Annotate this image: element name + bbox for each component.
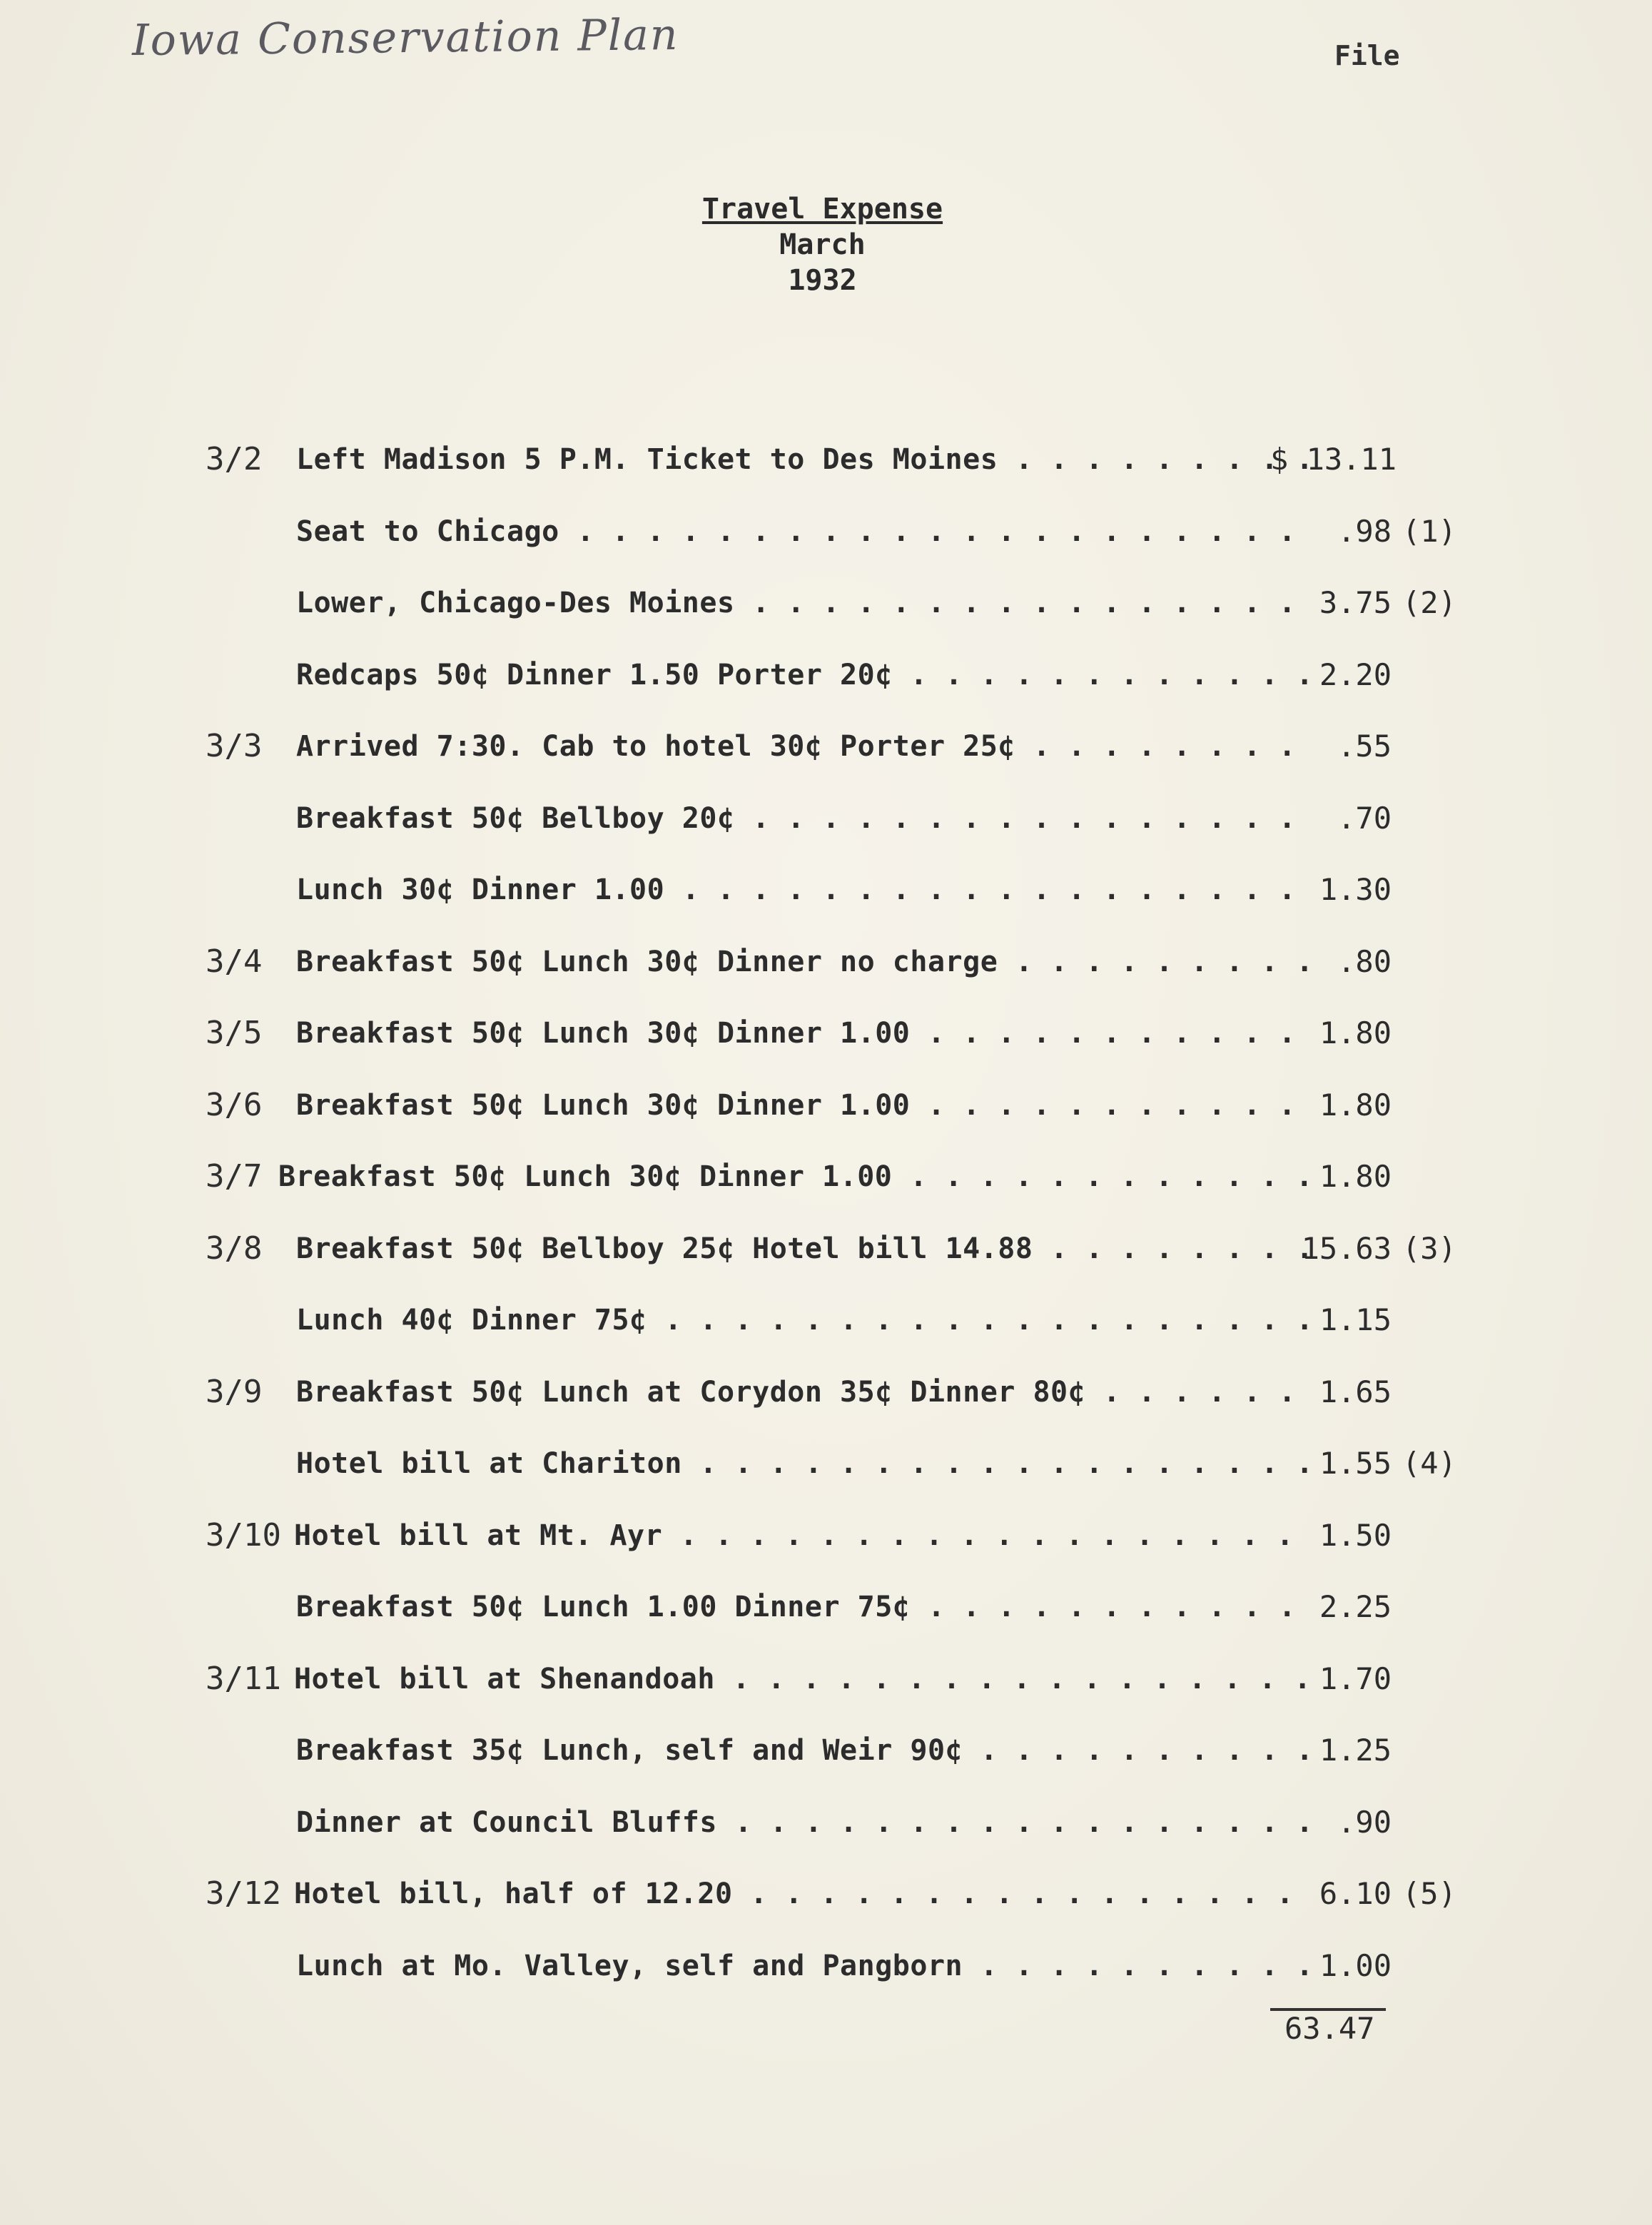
expense-date: 3/12 bbox=[206, 1875, 281, 1912]
expense-description: Breakfast 50¢ Bellboy 20¢ . . . bbox=[296, 797, 1317, 840]
expense-row bbox=[0, 510, 1652, 553]
expense-note: (3) bbox=[1402, 1231, 1456, 1266]
expense-description: Dinner at Council Bluffs . . . bbox=[296, 1801, 1317, 1844]
expense-description: Hotel bill, half of 12.20 . . . bbox=[294, 1872, 1317, 1915]
expense-amount: $ 13.11 bbox=[1270, 442, 1397, 477]
expense-row bbox=[0, 1227, 1652, 1270]
expense-amount: 1.25 bbox=[1319, 1733, 1392, 1768]
expense-row bbox=[0, 1872, 1652, 1915]
expense-note: (2) bbox=[1402, 585, 1456, 620]
expense-amount: 2.25 bbox=[1319, 1589, 1392, 1624]
expense-description: Breakfast 50¢ Lunch at Corydon 35¢ Dinner 80¢ . . . bbox=[296, 1371, 1317, 1414]
expense-amount: .55 bbox=[1337, 729, 1392, 764]
expense-amount: 1.00 bbox=[1319, 1948, 1392, 1983]
expense-row bbox=[0, 582, 1652, 624]
handwritten-note: Iowa Conservation Plan bbox=[131, 9, 679, 66]
expense-row bbox=[0, 1371, 1652, 1414]
expense-description: Redcaps 50¢ Dinner 1.50 Porter 20¢ . . . bbox=[296, 654, 1317, 696]
expense-row bbox=[0, 1945, 1652, 1987]
expense-amount: 6.10 bbox=[1319, 1876, 1392, 1911]
expense-date: 3/11 bbox=[206, 1661, 281, 1697]
expense-date: 3/4 bbox=[206, 943, 263, 980]
expense-row bbox=[0, 1729, 1652, 1772]
expense-note: (5) bbox=[1402, 1876, 1456, 1911]
expense-amount: 1.80 bbox=[1319, 1088, 1392, 1122]
expense-date: 3/3 bbox=[206, 728, 263, 764]
expense-date: 3/5 bbox=[206, 1015, 263, 1051]
expense-row bbox=[0, 1442, 1652, 1485]
expense-row bbox=[0, 725, 1652, 768]
expense-description: Breakfast 50¢ Lunch 30¢ Dinner no charge . . . bbox=[296, 941, 1317, 983]
expense-description: Lower, Chicago-Des Moines . . . bbox=[296, 582, 1317, 624]
expense-description: Breakfast 50¢ Lunch 30¢ Dinner 1.00 . . . bbox=[296, 1012, 1317, 1055]
expense-amount: 1.15 bbox=[1319, 1302, 1392, 1337]
expense-row bbox=[0, 654, 1652, 696]
expense-date: 3/6 bbox=[206, 1087, 263, 1123]
expense-description: Left Madison 5 P.M. Ticket to Des Moines . . . bbox=[296, 438, 1317, 481]
expense-amount: 3.75 bbox=[1319, 585, 1392, 620]
expense-row bbox=[0, 868, 1652, 911]
expense-amount: 1.70 bbox=[1319, 1661, 1392, 1696]
expense-date: 3/7 bbox=[206, 1158, 263, 1195]
expense-amount: .80 bbox=[1337, 944, 1392, 979]
document-year: 1932 bbox=[788, 264, 857, 297]
expense-row bbox=[0, 797, 1652, 840]
expense-row bbox=[0, 941, 1652, 983]
expense-amount: .70 bbox=[1337, 801, 1392, 836]
expense-amount: 1.30 bbox=[1319, 872, 1392, 907]
expense-amount: 1.50 bbox=[1319, 1518, 1392, 1553]
expense-amount: 1.65 bbox=[1319, 1374, 1392, 1409]
expense-date: 3/9 bbox=[206, 1374, 263, 1410]
expense-row bbox=[0, 1084, 1652, 1127]
expense-description: Breakfast 50¢ Lunch 1.00 Dinner 75¢ . . . bbox=[296, 1586, 1317, 1628]
expense-date: 3/8 bbox=[206, 1230, 263, 1267]
expense-amount: 1.80 bbox=[1319, 1015, 1392, 1050]
expense-amount: 15.63 bbox=[1301, 1231, 1392, 1266]
expense-row bbox=[0, 1012, 1652, 1055]
expense-row bbox=[0, 1658, 1652, 1701]
expense-description: Hotel bill at Mt. Ayr . . . bbox=[294, 1514, 1317, 1557]
expense-amount: 1.55 bbox=[1319, 1446, 1392, 1481]
expense-amount: .98 bbox=[1337, 514, 1392, 549]
expense-description: Breakfast 35¢ Lunch, self and Weir 90¢ . . . bbox=[296, 1729, 1317, 1772]
expense-description: Hotel bill at Chariton . . . bbox=[296, 1442, 1317, 1485]
expense-description: Breakfast 50¢ Lunch 30¢ Dinner 1.00 . . . bbox=[296, 1084, 1317, 1127]
expense-date: 3/10 bbox=[206, 1517, 281, 1554]
expense-row bbox=[0, 1514, 1652, 1557]
expense-amount: .90 bbox=[1337, 1805, 1392, 1840]
expense-row bbox=[0, 1586, 1652, 1628]
expense-row bbox=[0, 1299, 1652, 1342]
file-label: File bbox=[1334, 40, 1400, 71]
document-title: Travel Expense bbox=[701, 193, 943, 225]
expense-description: Lunch at Mo. Valley, self and Pangborn . . . bbox=[296, 1945, 1317, 1987]
expense-description: Arrived 7:30. Cab to hotel 30¢ Porter 25¢ . . . bbox=[296, 725, 1317, 768]
expense-row bbox=[0, 438, 1652, 481]
expense-note: (4) bbox=[1402, 1446, 1456, 1481]
total-amount: 63.47 bbox=[1284, 2011, 1375, 2046]
expense-row bbox=[0, 1155, 1652, 1198]
expense-description: Lunch 40¢ Dinner 75¢ . . . bbox=[296, 1299, 1317, 1342]
expense-row bbox=[0, 1801, 1652, 1844]
document-month: March bbox=[779, 228, 866, 261]
expense-description: Seat to Chicago . . . bbox=[296, 510, 1317, 553]
expense-note: (1) bbox=[1402, 514, 1456, 549]
expense-amount: 1.80 bbox=[1319, 1159, 1392, 1194]
expense-amount: 2.20 bbox=[1319, 657, 1392, 692]
expense-description: Lunch 30¢ Dinner 1.00 . . . bbox=[296, 868, 1317, 911]
expense-date: 3/2 bbox=[206, 441, 263, 477]
title-block bbox=[0, 191, 1652, 298]
expense-description: Breakfast 50¢ Lunch 30¢ Dinner 1.00 . . . bbox=[278, 1155, 1317, 1198]
expense-description: Hotel bill at Shenandoah . . . bbox=[294, 1658, 1317, 1701]
expense-description: Breakfast 50¢ Bellboy 25¢ Hotel bill 14.88 . . . bbox=[296, 1227, 1317, 1270]
